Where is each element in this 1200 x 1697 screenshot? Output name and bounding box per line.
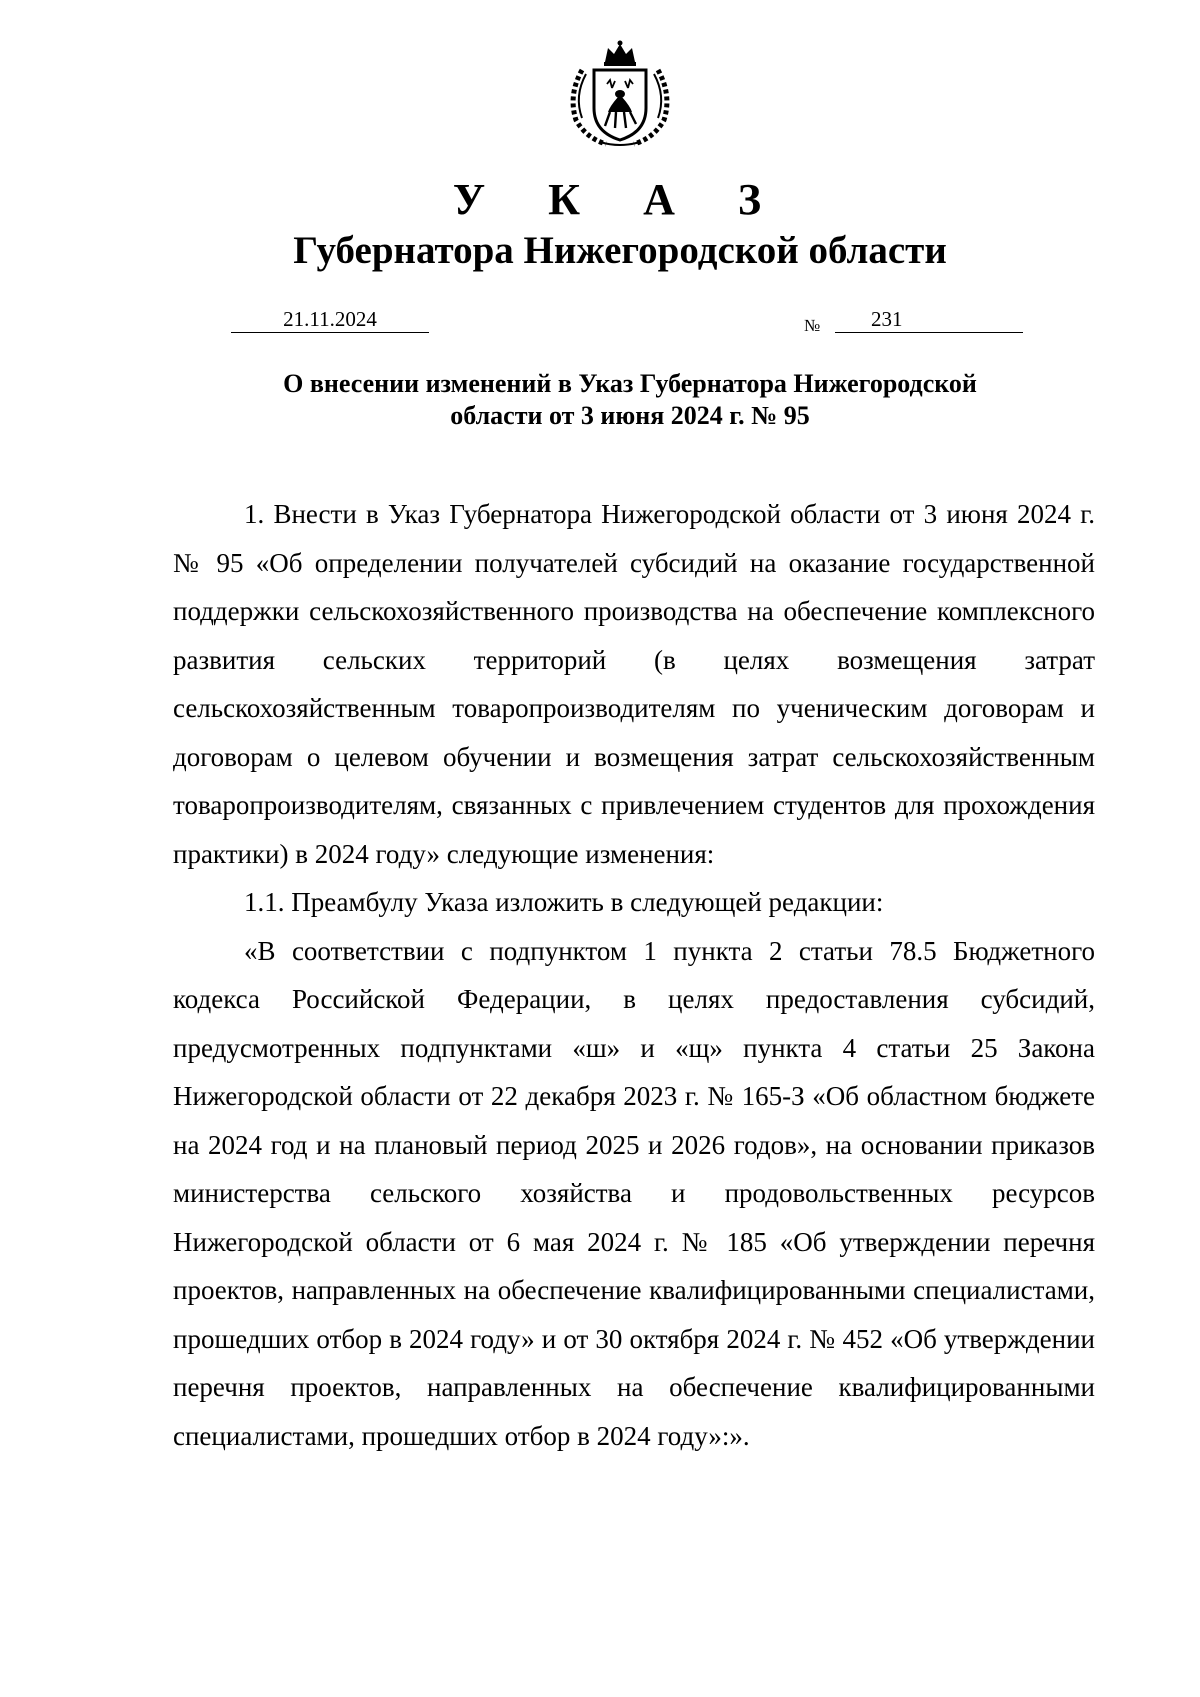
paragraph-preamble: «В соответствии с подпунктом 1 пункта 2 статьи 78.5 Бюджетного кодекса Российской Федерации, в целях предоставления субсидий, предусмотренных подпунктами «ш» и «щ» пункта 4 статьи 25 Закона Нижегородской области от 22 декабря 2023 г. № 165-З «Об областном бюджете на 2024 год и на плановый период 2025 и 2026 годов», на основании приказов министерства сельского хозяйства и продовольственных ресурсов Нижегородской области от 6 мая 2024 г. № 185 «Об утверждении перечня проектов, направленных на обеспечение квалифицированными специалистами, прошедших отбор в 2024 году» и от 30 октября 2024 г. № 452 «Об утверждении перечня проектов, направленных на обеспечение квалифицированными специалистами, прошедших отбор в 2024 году»:». bbox=[173, 935, 1095, 1451]
document-title bbox=[230, 368, 1030, 432]
document-type: У К А З bbox=[452, 175, 788, 224]
document-number: 231 bbox=[871, 307, 903, 331]
document-title-line-1: О внесении изменений в Указ Губернатора Нижегородской bbox=[283, 369, 977, 398]
paragraph-1: 1. Внести в Указ Губернатора Нижегородской области от 3 июня 2024 г. № 95 «Об определении получателей субсидий на оказание государственной поддержки сельскохозяйственного производства на обеспечение комплексного развития сельских территорий (в целях возмещения затрат сельскохозяйственным товаропроизводителям по ученическим договорам и договорам о целевом обучении и возмещения затрат сельскохозяйственным товаропроизводителям, связанных с привлечением студентов для прохождения практики) в 2024 году» следующие изменения: bbox=[173, 499, 1095, 869]
document-body bbox=[173, 490, 1095, 1460]
number-label: № bbox=[804, 316, 821, 335]
document-title-line-2: области от 3 июня 2024 г. № 95 bbox=[450, 401, 810, 430]
document-number-field bbox=[835, 306, 1023, 333]
coat-of-arms-icon bbox=[560, 40, 680, 148]
document-issuer: Губернатора Нижегородской области bbox=[293, 229, 947, 272]
paragraph-1-1: 1.1. Преамбулу Указа изложить в следующей редакции: bbox=[244, 887, 884, 917]
document-date: 21.11.2024 bbox=[231, 306, 429, 333]
